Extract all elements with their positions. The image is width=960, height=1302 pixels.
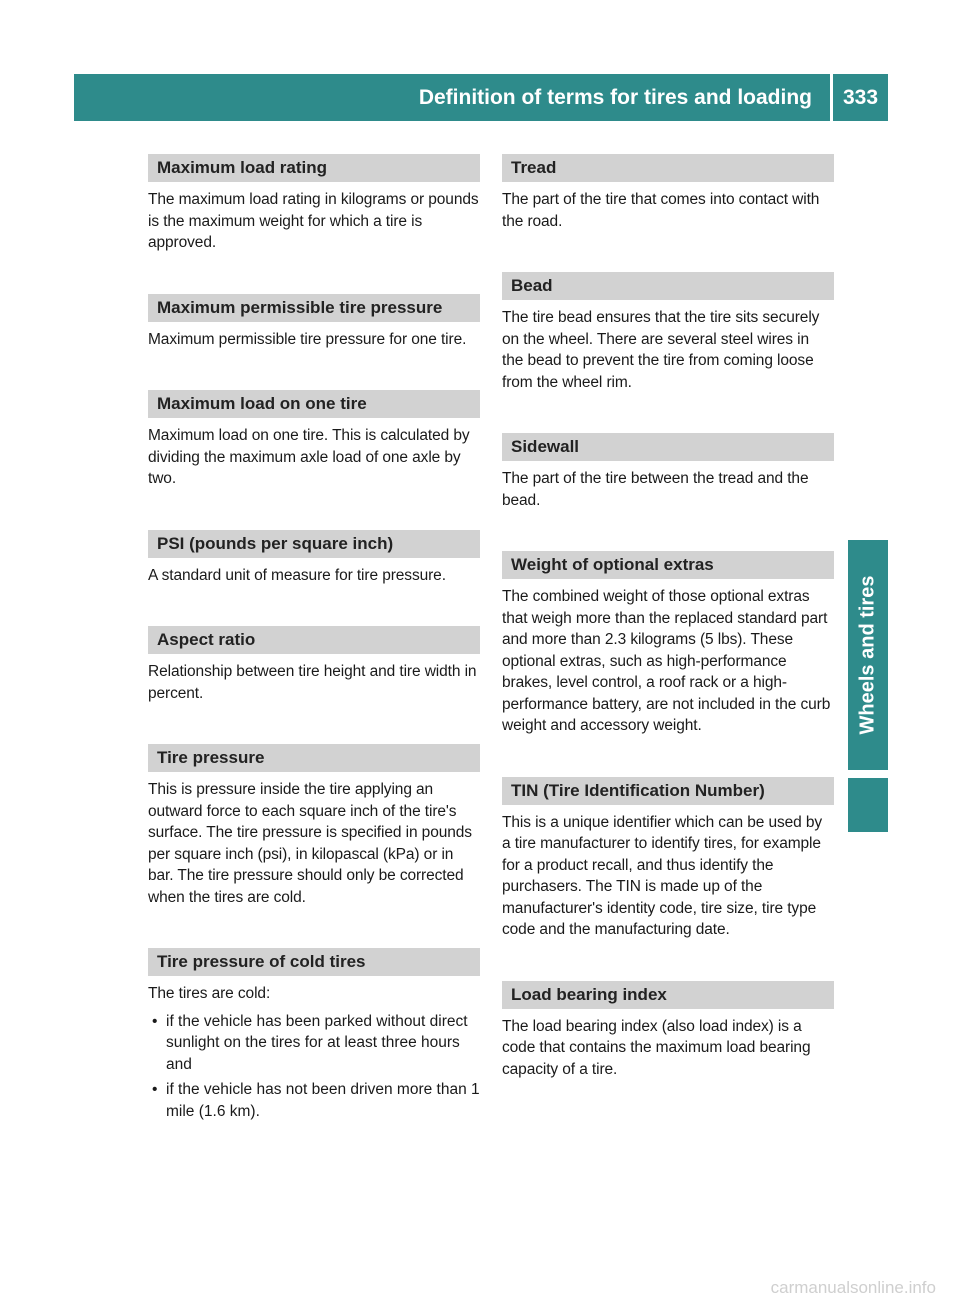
- entry-text: The maximum load rating in kilograms or pounds is the maximum weight for which a tire is approved.: [148, 191, 479, 251]
- entry-title: Sidewall: [502, 433, 834, 461]
- list-item: • if the vehicle has not been driven more than 1 mile (1.6 km).: [148, 1079, 480, 1122]
- page-number: 333: [842, 85, 879, 109]
- entry-title: Maximum permissible tire pressure: [148, 294, 480, 322]
- entry-text: The part of the tire between the tread and the bead.: [502, 470, 809, 509]
- section-tab-label: Wheels and tires: [856, 575, 879, 735]
- entry-title: TIN (Tire Identification Number): [502, 777, 834, 805]
- glossary-entry: [148, 294, 480, 351]
- glossary-entry: [148, 626, 480, 704]
- entry-text: Maximum permissible tire pressure for one tire.: [148, 330, 467, 348]
- right-column: [502, 154, 834, 1120]
- entry-title: Tread: [502, 154, 834, 182]
- entry-text: This is pressure inside the tire applying an outward force to each square inch of the tire's surface. The tire pressure is specified in pounds per square inch (psi), in kilopascal (kPa) or in bar. The tire pressure should only be corrected when the tires are cold.: [148, 781, 472, 906]
- entry-title: Aspect ratio: [148, 626, 480, 654]
- entry-text: The load bearing index (also load index) is a code that contains the maximum load bearing capacity of a tire.: [502, 1017, 811, 1078]
- glossary-entry: [502, 272, 834, 393]
- watermark: carmanualsonline.info: [770, 1278, 936, 1297]
- entry-title: Weight of optional extras: [502, 551, 834, 579]
- page-title: Definition of terms for tires and loading: [418, 85, 812, 109]
- glossary-entry: [502, 981, 834, 1081]
- section-marker: [848, 778, 888, 832]
- entry-title: Maximum load rating: [148, 154, 480, 182]
- glossary-entry: [148, 530, 480, 587]
- entry-text: The part of the tire that comes into contact with the road.: [502, 191, 820, 230]
- glossary-entry: [148, 154, 480, 254]
- entry-title: Maximum load on one tire: [148, 390, 480, 418]
- entry-text: The tires are cold:: [148, 985, 271, 1002]
- left-column: [148, 154, 480, 1162]
- entry-text: The combined weight of those optional extras that weigh more than the replaced standard part and more than 2.3 kilograms (5 lbs). These optional extras, such as high-performance brakes, level control, a roof rack or a high-performance battery, are not included in the curb weight and accessory weight.: [502, 588, 831, 734]
- entry-text: The tire bead ensures that the tire sits securely on the wheel. There are several steel wires in the bead to prevent the tire from coming loose from the wheel rim.: [502, 309, 820, 391]
- glossary-entry: [502, 777, 834, 941]
- glossary-entry: [148, 948, 480, 1122]
- entry-title: Tire pressure: [148, 744, 480, 772]
- glossary-entry: [502, 551, 834, 737]
- glossary-entry: [502, 433, 834, 511]
- entry-text: This is a unique identifier which can be used by a tire manufacturer to identify tires, for example for a product recall, and thus identify the purchasers. The TIN is made up of the manufacturer's identity code, tire size, tire type code and the manufacturing date.: [502, 813, 823, 938]
- list-item: • if the vehicle has been parked without direct sunlight on the tires for at least three hours and: [148, 1011, 480, 1076]
- entry-title: Bead: [502, 272, 834, 300]
- entry-title: PSI (pounds per square inch): [148, 530, 480, 558]
- entry-text: Maximum load on one tire. This is calculated by dividing the maximum axle load of one axle by two.: [148, 427, 470, 487]
- glossary-entry: [502, 154, 834, 232]
- bullet-list: [148, 1011, 480, 1123]
- entry-text: Relationship between tire height and tire width in percent.: [148, 663, 477, 702]
- entry-text: A standard unit of measure for tire pressure.: [148, 566, 446, 584]
- glossary-entry: [148, 744, 480, 908]
- entry-title: Tire pressure of cold tires: [148, 948, 480, 976]
- glossary-entry: [148, 390, 480, 490]
- entry-title: Load bearing index: [502, 981, 834, 1009]
